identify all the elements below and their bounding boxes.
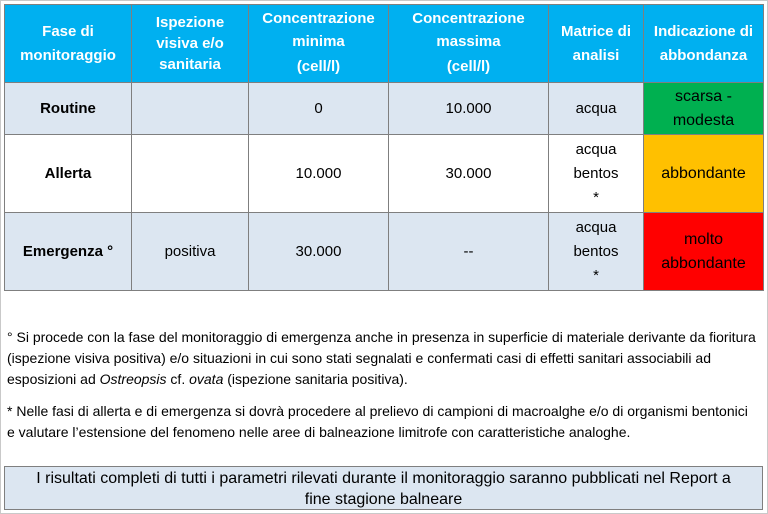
max-conc-cell: 30.000: [389, 135, 549, 213]
note-emergency: ° Si procede con la fase del monitoraggio di emergenza anche in presenza in superficie di materiale derivante da fioritura (ispezione visiva positiva) e/o situazioni in cui sono stati segnalati e confermati casi di effetti sanitari associabili ad esposizioni ad Ostreopsis cf. ovata (ispezione sanitaria positiva).: [7, 329, 756, 387]
min-conc-cell: 0: [249, 83, 389, 135]
abundance-cell: scarsa - modesta: [644, 83, 764, 135]
header-inspection: Ispezione visiva e/o sanitaria: [132, 5, 249, 83]
inspection-cell: [132, 135, 249, 213]
abundance-cell: abbondante: [644, 135, 764, 213]
phase-cell: Routine: [5, 83, 132, 135]
matrix-cell: acqua bentos *: [549, 135, 644, 213]
header-min-conc: Concentrazione minima (cell/l): [249, 5, 389, 83]
max-conc-cell: 10.000: [389, 83, 549, 135]
header-abundance: Indicazione di abbondanza: [644, 5, 764, 83]
header-max-conc: Concentrazione massima (cell/l): [389, 5, 549, 83]
header-phase: Fase di monitoraggio: [5, 5, 132, 83]
table-row: [5, 213, 764, 291]
table-row: [5, 135, 764, 213]
min-conc-cell: 30.000: [249, 213, 389, 291]
report-banner: I risultati completi di tutti i parametri rilevati durante il monitoraggio saranno pubblicati nel Report a fine stagione balneare: [4, 466, 763, 510]
inspection-cell: positiva: [132, 213, 249, 291]
phase-cell: Allerta: [5, 135, 132, 213]
matrix-cell: acqua bentos *: [549, 213, 644, 291]
table-header-row: [5, 5, 764, 83]
phase-cell: Emergenza °: [5, 213, 132, 291]
abundance-cell: molto abbondante: [644, 213, 764, 291]
note-sampling: * Nelle fasi di allerta e di emergenza si dovrà procedere al prelievo di campioni di macroalghe e/o di organismi bentonici e valutare l’estensione del fenomeno nelle aree di balneazione limitrofe con caratteristiche analoghe.: [7, 403, 748, 440]
matrix-cell: acqua: [549, 83, 644, 135]
monitoring-table: [4, 4, 764, 291]
table-row: [5, 83, 764, 135]
min-conc-cell: 10.000: [249, 135, 389, 213]
inspection-cell: [132, 83, 249, 135]
header-matrix: Matrice di analisi: [549, 5, 644, 83]
max-conc-cell: --: [389, 213, 549, 291]
